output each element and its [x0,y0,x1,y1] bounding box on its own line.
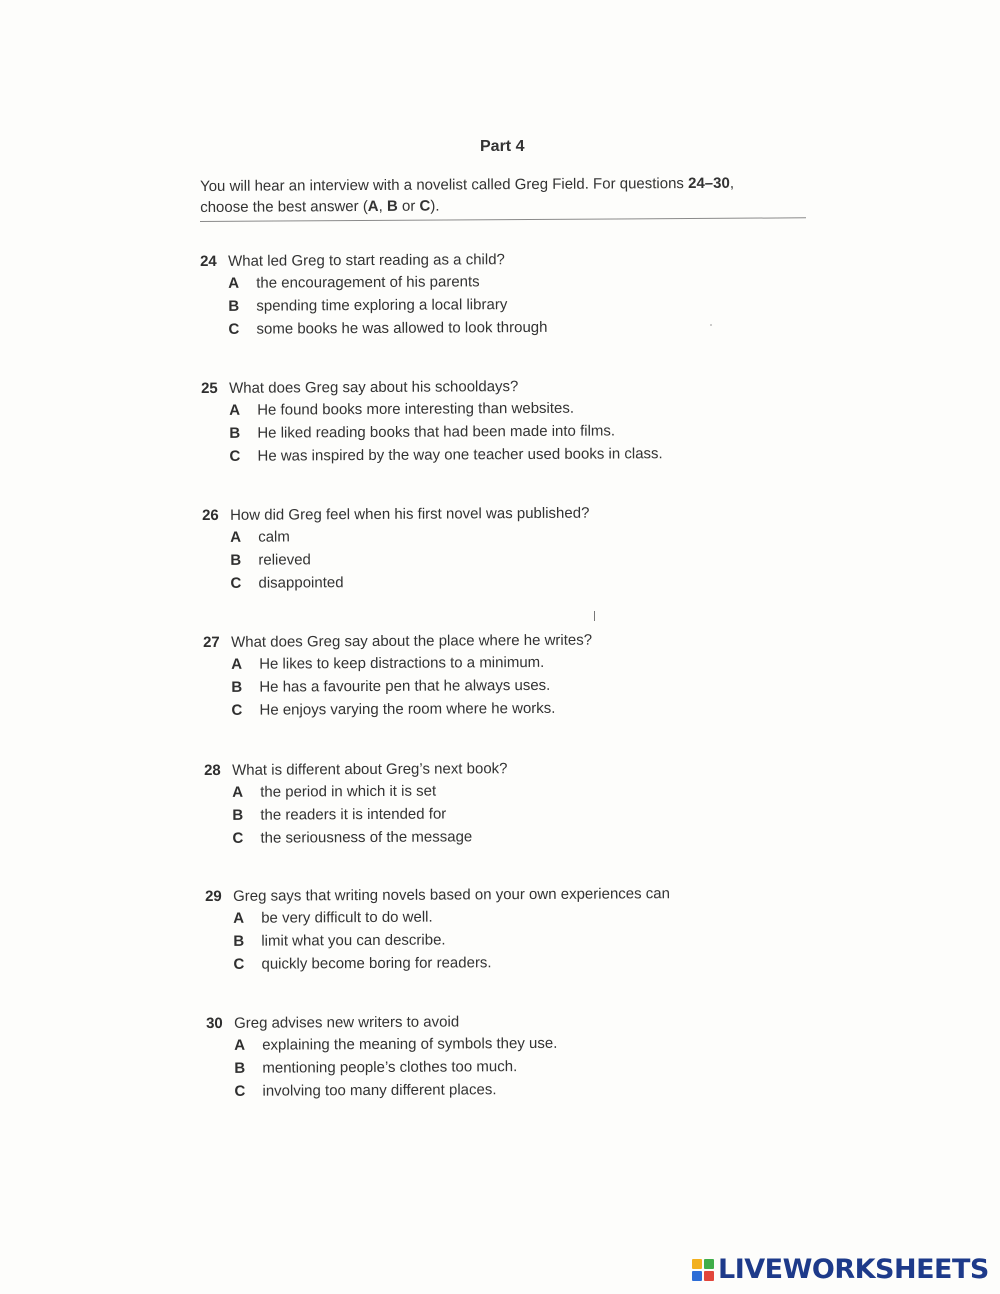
option-text: spending time exploring a local library [256,296,508,315]
option-text: calm [258,528,290,546]
option-text: the encouragement of his parents [256,273,480,292]
logo-tile [692,1271,702,1281]
option-b[interactable] [229,422,761,448]
option-letter: C [233,955,245,973]
option-text: relieved [258,551,311,569]
option-text: He has a favourite pen that he always uses. [259,676,551,696]
option-text: limit what you can describe. [261,931,446,950]
option-b[interactable] [228,295,760,321]
option-letter: B [234,1059,246,1077]
divider [200,217,806,222]
question-number: 25 [201,379,218,397]
option-c[interactable] [234,1080,766,1106]
question-text: Greg advises new writers to avoid [233,1013,460,1032]
option-letter: C [228,320,240,338]
option-c[interactable] [233,953,765,979]
brand-text: LIVEWORKSHEETS [718,1254,989,1285]
option-text: He was inspired by the way one teacher used books in class. [257,445,663,465]
option-letter: B [229,424,241,442]
option-letter: A [230,528,242,546]
option-letter: B [232,806,244,824]
question-24 [200,250,761,344]
option-b[interactable] [230,549,762,575]
option-b[interactable] [233,930,765,956]
option-letter: C [234,1082,246,1100]
part-title: Part 4 [480,138,525,155]
option-letter: A [234,1036,246,1054]
option-letter: B [228,297,240,315]
option-a[interactable] [229,399,761,425]
logo-tile [704,1259,714,1269]
option-text: be very difficult to do well. [261,908,433,927]
question-text: What is different about Greg’s next book? [231,760,508,779]
question-27 [203,631,764,725]
option-letter: A [233,909,245,927]
option-b[interactable] [232,804,764,830]
option-letter: A [232,783,244,801]
option-text: mentioning people’s clothes too much. [262,1058,518,1077]
liveworksheets-logo-icon [692,1259,714,1281]
question-text: Greg says that writing novels based on your own experiences can [232,885,671,905]
question-number: 30 [206,1014,223,1032]
option-c[interactable] [230,572,762,598]
option-letter: B [230,551,242,569]
option-letter: C [231,701,243,719]
question-25 [201,377,762,471]
option-a[interactable] [230,526,762,552]
option-text: the seriousness of the message [260,828,473,847]
option-text: some books he was allowed to look through [256,318,548,338]
option-text: the readers it is intended for [260,805,447,824]
option-letter: C [232,829,244,847]
option-c[interactable] [228,318,760,344]
question-28 [204,759,765,853]
option-letter: B [231,678,243,696]
option-a[interactable] [234,1034,766,1060]
option-a[interactable] [233,907,765,933]
option-text: quickly become boring for readers. [261,954,492,973]
option-text: He enjoys varying the room where he works. [259,699,556,719]
option-letter: C [230,574,242,592]
option-text: the period in which it is set [260,782,437,801]
option-c[interactable] [229,445,761,471]
option-b[interactable] [231,676,763,702]
question-text: What led Greg to start reading as a child? [227,251,505,270]
scan-speck [710,324,712,326]
logo-tile [704,1271,714,1281]
option-text: He found books more interesting than websites. [257,399,575,419]
option-a[interactable] [231,653,763,679]
option-c[interactable] [232,827,764,853]
option-letter: A [231,655,243,673]
question-30 [206,1012,767,1106]
scan-mark [594,611,595,621]
question-29 [205,885,766,979]
option-c[interactable] [231,699,763,725]
option-b[interactable] [234,1057,766,1083]
liveworksheets-watermark [692,1254,989,1285]
question-text: How did Greg feel when his first novel was published? [229,504,590,524]
question-text: What does Greg say about the place where he writes? [230,631,593,651]
option-letter: A [228,274,240,292]
question-number: 29 [205,887,222,905]
question-26 [202,504,763,598]
option-letter: B [233,932,245,950]
option-a[interactable] [232,781,764,807]
option-text: involving too many different places. [262,1081,497,1100]
option-letter: C [229,447,241,465]
question-number: 26 [202,506,219,524]
option-text: disappointed [258,574,344,592]
instructions: You will hear an interview with a novelist called Greg Field. For questions 24–30, choose the best answer (A, B or C). [200,174,735,216]
option-letter: A [229,401,241,419]
option-a[interactable] [228,272,760,298]
option-text: explaining the meaning of symbols they use. [262,1034,558,1054]
option-text: He liked reading books that had been made into films. [257,422,616,442]
question-number: 28 [204,761,221,779]
question-number: 24 [200,252,217,270]
question-number: 27 [203,633,220,651]
option-text: He likes to keep distractions to a minimum. [259,653,545,673]
question-text: What does Greg say about his schooldays? [228,378,519,397]
logo-tile [692,1259,702,1269]
